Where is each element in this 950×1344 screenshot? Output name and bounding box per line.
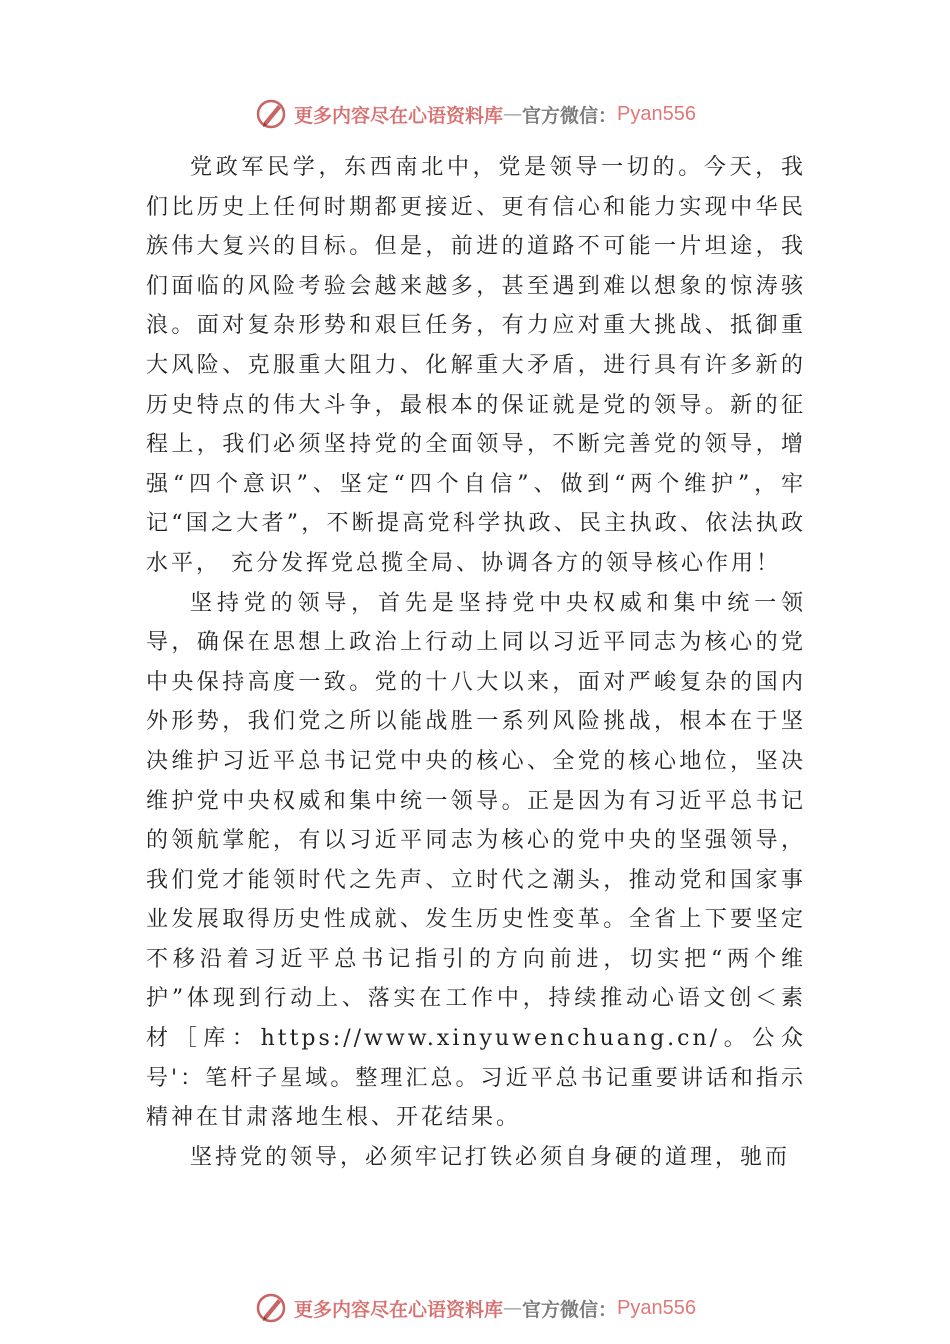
footer-wechat-label: 官方微信： [522,1298,618,1321]
footer-watermark-banner [0,1288,950,1328]
header-dash: — [503,103,523,125]
footer-wechat-id: Pyan556 [617,1296,696,1319]
pen-circle-logo-icon [254,97,288,131]
body-text [146,148,806,1177]
paragraph-2: 坚持党的领导，首先是坚持党中央权威和集中统一领导，确保在思想上政治上行动上同以习近平同志为核心的党中央保持高度一致。党的十八大以来，面对严峻复杂的国内外形势，我们党之所以能战胜一系列风险挑战，根本在于坚决维护习近平总书记党中央的核心、全党的核心地位，坚决维护党中央权威和集中统一领导。正是因为有习近平总书记的领航掌舵，有以习近平同志为核心的党中央的坚强领导，我们党才能领时代之先声、立时代之潮头，推动党和国家事业发展取得历史性成就、发生历史性变革。全省上下要坚定不移沿着习近平总书记指引的方向前进，切实把“两个维护”体现到行动上、落实在工作中，持续推动心语文创＜素材［库：https://www.xinyuwenchuang.cn/。公众号'：笔杆子星域。整理汇总。习近平总书记重要讲话和指示精神在甘肃落地生根、开花结果。 [146,590,806,1131]
paragraph-1: 党政军民学，东西南北中，党是领导一切的。今天，我们比历史上任何时期都更接近、更有信心和能力实现中华民族伟大复兴的目标。但是，前进的道路不可能一片坦途，我们面临的风险考验会越来越多，甚至遇到难以想象的惊涛骇浪。面对复杂形势和艰巨任务，有力应对重大挑战、抵御重大风险、克服重大阻力、化解重大矛盾，进行具有许多新的历史特点的伟大斗争，最根本的保证就是党的领导。新的征程上，我们必须坚持党的全面领导，不断完善党的领导，增强“四个意识”、坚定“四个自信”、做到“两个维护”，牢记“国之大者”，不断提高党科学执政、民主执政、依法执政水平， 充分发挥党总揽全局、协调各方的领导核心作用！ [146,155,806,576]
header-wechat-id: Pyan556 [617,102,696,125]
paragraph-3: 坚持党的领导，必须牢记打铁必须自身硬的道理，驰而 [190,1144,791,1170]
header-wechat-label: 官方微信： [522,104,618,127]
header-watermark-banner [0,94,950,134]
footer-brand-text: 更多内容尽在心语资料库 [294,1298,504,1321]
header-brand-text: 更多内容尽在心语资料库 [294,104,504,127]
pen-circle-logo-icon [254,1291,288,1325]
footer-dash: — [503,1297,523,1319]
